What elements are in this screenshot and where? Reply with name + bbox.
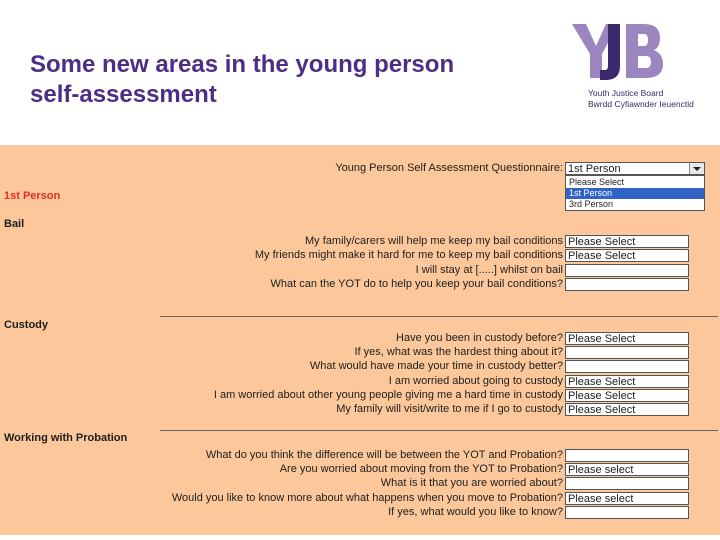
question-label: What would have made your time in custody better?: [309, 360, 563, 372]
section-heading-custody: Custody: [4, 319, 48, 331]
option-1st-person[interactable]: 1st Person: [566, 188, 704, 199]
question-label: Would you like to know more about what happens when you move to Probation?: [171, 492, 563, 504]
question-label: I am worried about other young people giving me a hard time in custody: [213, 389, 563, 401]
section-divider: [160, 430, 718, 431]
section-heading-bail: Bail: [4, 218, 25, 230]
question-label: I am worried about going to custody: [388, 375, 563, 387]
slide-title: [30, 50, 550, 110]
question-label: What is it that you are worried about?: [380, 477, 563, 489]
answer-select[interactable]: Please Select: [565, 235, 689, 248]
section-divider: [160, 316, 718, 317]
person-label: 1st Person: [4, 190, 61, 202]
answer-select[interactable]: Please Select: [565, 332, 689, 345]
section-heading-probation: Working with Probation: [4, 432, 128, 444]
questionnaire-label: Young Person Self Assessment Questionnaire:: [335, 162, 563, 174]
question-label: My family/carers will help me keep my bail conditions: [305, 235, 563, 247]
answer-select[interactable]: Please Select: [565, 403, 689, 416]
question-label: What can the YOT do to help you keep your bail conditions?: [270, 278, 563, 290]
question-label: If yes, what was the hardest thing about it?: [354, 346, 563, 358]
chevron-down-icon[interactable]: [689, 163, 704, 174]
questionnaire-type-select[interactable]: [565, 162, 705, 175]
answer-field[interactable]: [565, 346, 689, 359]
answer-select[interactable]: Please Select: [565, 389, 689, 402]
question-label: What do you think the difference will be between the YOT and Probation?: [205, 449, 563, 461]
question-label: I will stay at [.....] whilst on bail: [415, 264, 563, 276]
answer-field[interactable]: [565, 506, 689, 519]
logo-text-english: Youth Justice Board: [588, 88, 664, 98]
option-3rd-person[interactable]: 3rd Person: [569, 199, 614, 209]
answer-field[interactable]: [565, 477, 689, 490]
slide-title-line2: self-assessment: [30, 81, 217, 108]
question-label: My friends might make it hard for me to keep my bail conditions: [254, 249, 563, 261]
answer-select[interactable]: Please select: [565, 492, 689, 505]
question-label: Have you been in custody before?: [396, 332, 563, 344]
self-assessment-form: [0, 145, 720, 535]
answer-field[interactable]: [565, 449, 689, 462]
answer-field[interactable]: [565, 360, 689, 373]
yjb-logo: [568, 20, 708, 110]
answer-field[interactable]: [565, 264, 689, 277]
answer-select[interactable]: Please Select: [565, 375, 689, 388]
questionnaire-type-options: [565, 175, 705, 211]
question-label: Are you worried about moving from the YOT to Probation?: [279, 463, 563, 475]
answer-field[interactable]: [565, 278, 689, 291]
answer-select[interactable]: Please Select: [565, 249, 689, 262]
answer-select[interactable]: Please select: [565, 463, 689, 476]
slide-title-line1: Some new areas in the young person: [30, 51, 455, 78]
option-please-select[interactable]: Please Select: [569, 177, 625, 187]
questionnaire-type-value: 1st Person: [568, 163, 621, 175]
question-label: My family will visit/write to me if I go to custody: [336, 403, 563, 415]
yjb-logo-mark: [568, 20, 668, 85]
question-label: If yes, what would you like to know?: [388, 506, 563, 518]
logo-text-welsh: Bwrdd Cyfiawnder Ieuenctid: [588, 99, 694, 109]
